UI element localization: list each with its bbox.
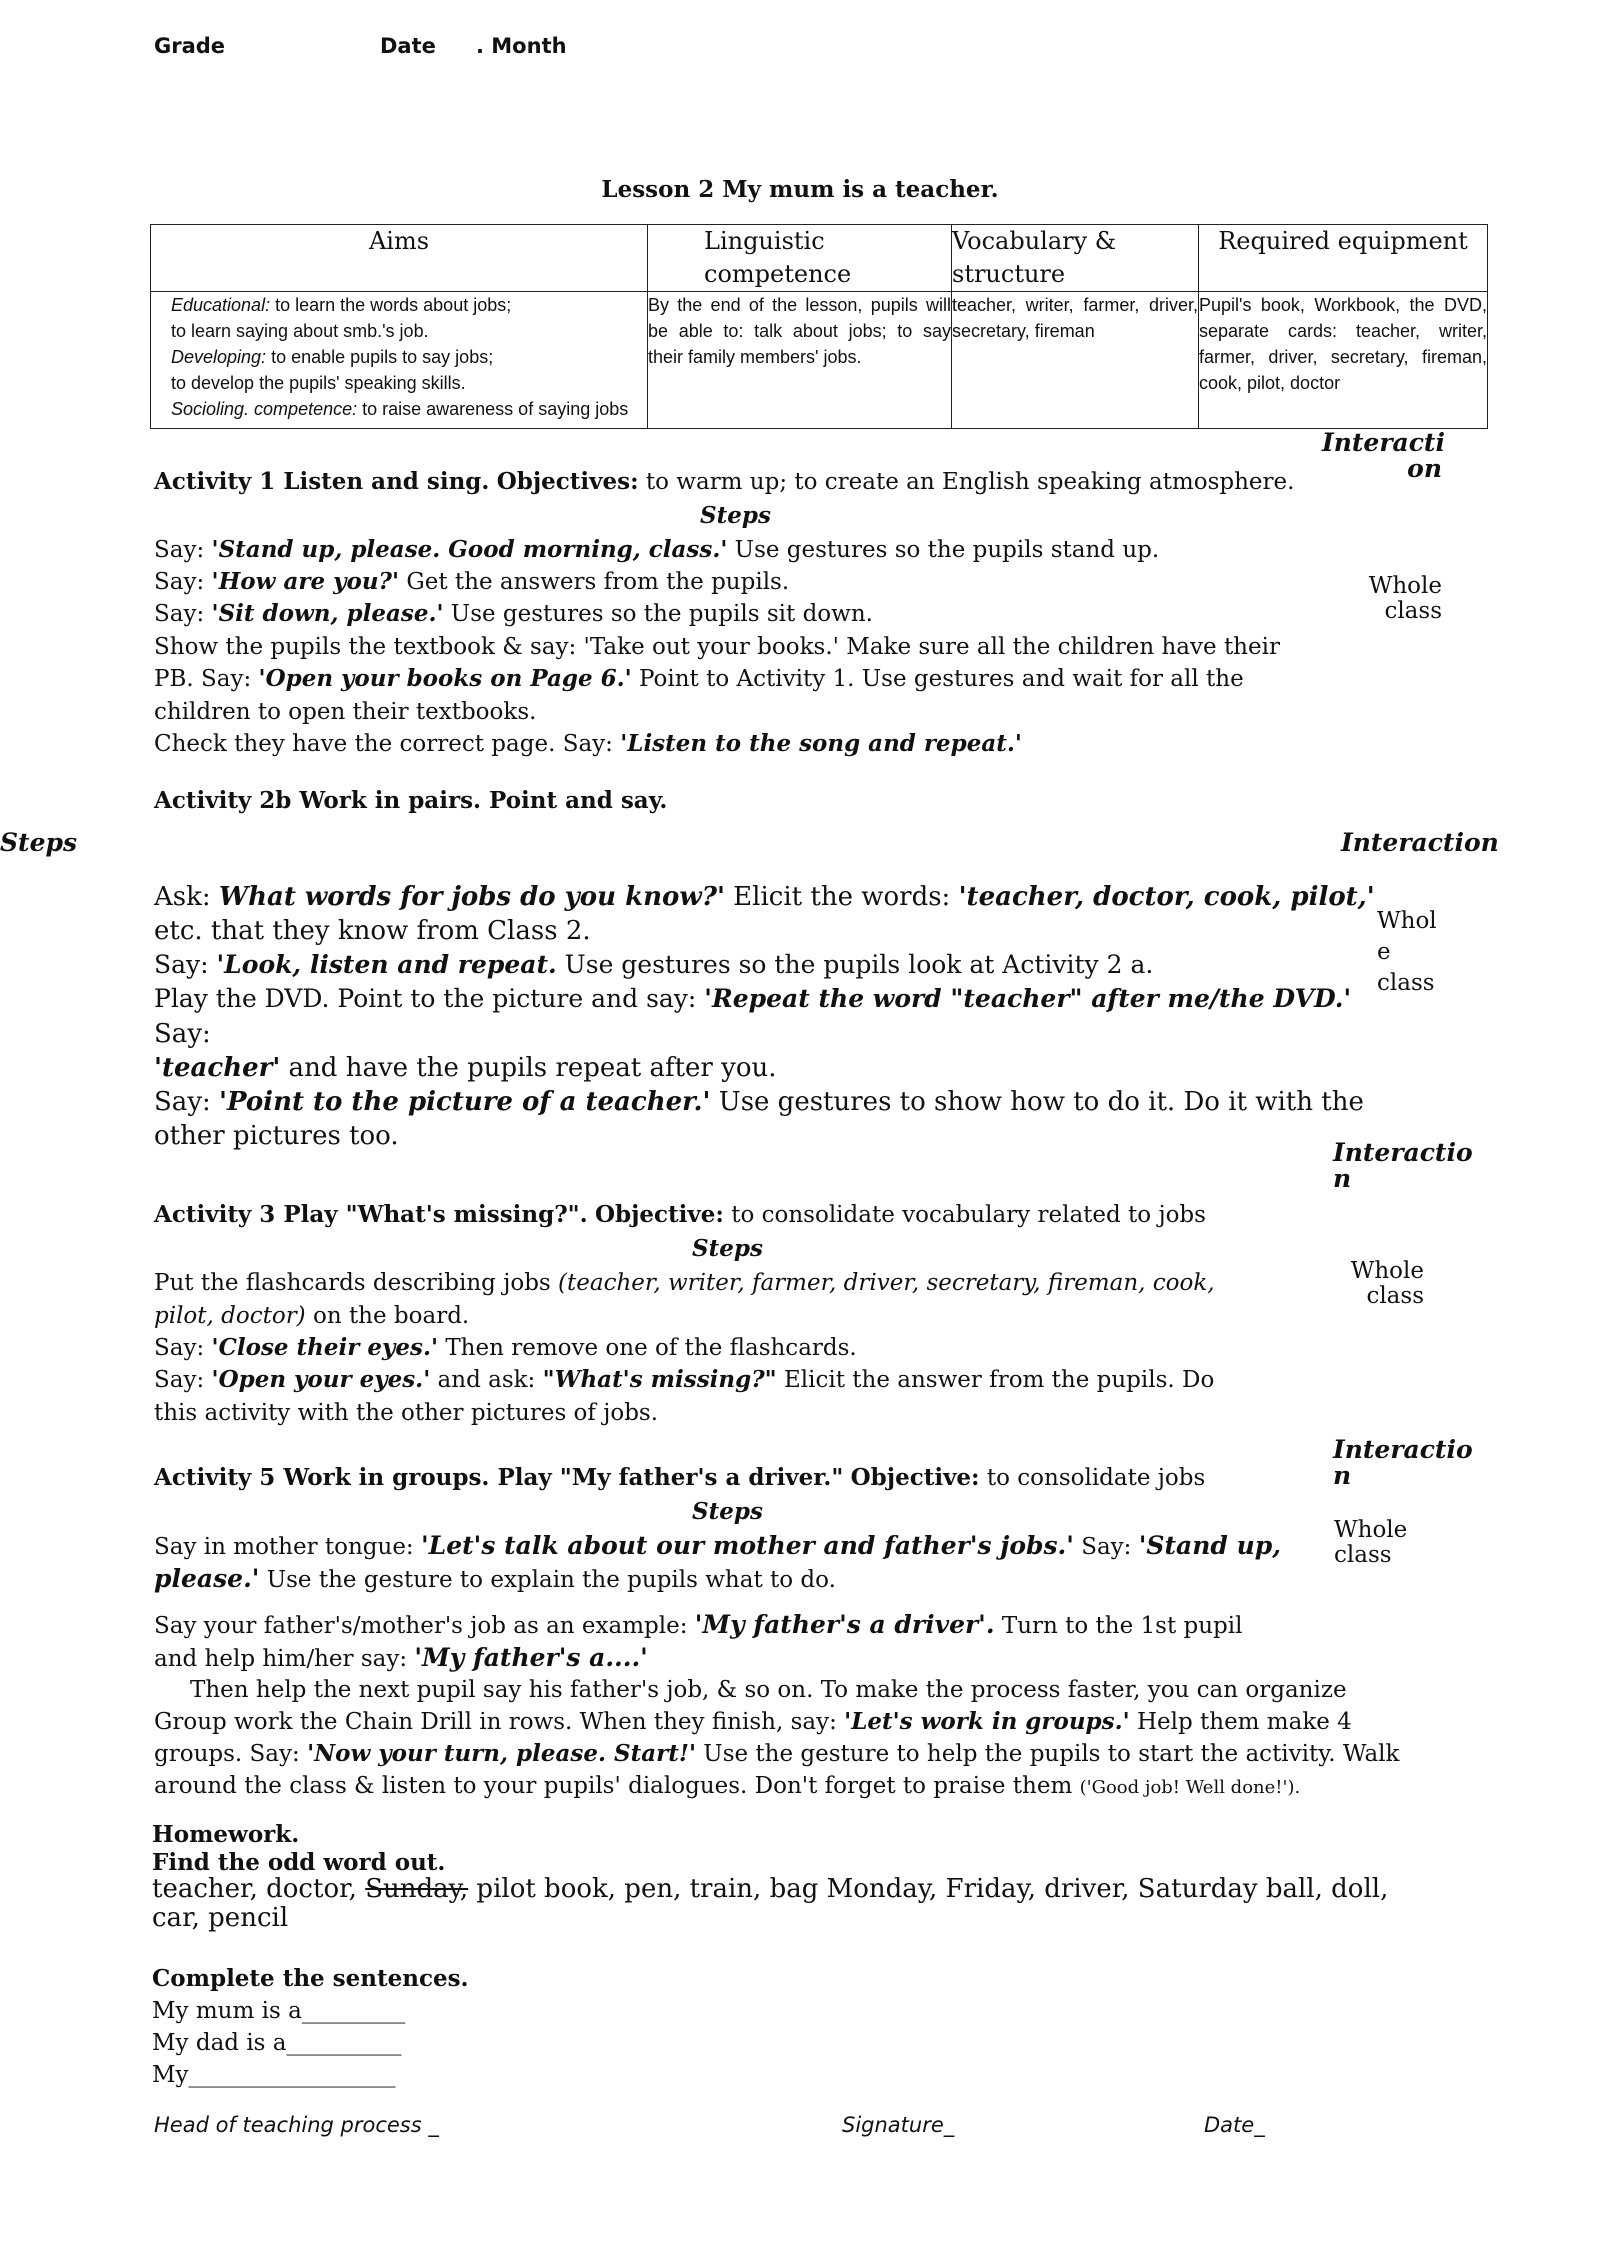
text-run: Get the answers from the pupils. [399,569,790,595]
quote-run: "What's missing?" [542,1366,777,1393]
text-run: Help them make 4 [1129,1709,1352,1735]
aims-header: Aims [151,225,648,292]
activity1-title [154,466,1294,498]
activity3-line [154,1364,1214,1396]
homework-task1: Find the odd word out. [152,1849,446,1876]
activity1-interaction-heading [1322,428,1445,483]
activity2-line [154,1017,211,1051]
aim-text: to learn the words about jobs; [270,295,512,315]
quote-run: 'Repeat the word "teacher" after me/the DVD.' [704,984,1352,1013]
activity5-line [154,1738,1399,1770]
activity5-interaction-heading [1333,1437,1473,1489]
text-run: Put the flashcards describing jobs [154,1270,559,1296]
interaction-word: class [1377,970,1435,996]
activity3-line [154,1332,857,1364]
quote-run: 'How are you?' [211,568,400,595]
interaction-word: class [1384,598,1442,624]
text-run: Say: [154,1087,220,1117]
text-run: Elicit the words: [724,882,959,912]
quote-run: 'Listen to the song and repeat.' [620,730,1022,757]
quote-run: 'teacher' [154,1053,281,1083]
text-run: PB. Say: [154,666,259,692]
activity1-line [154,696,536,728]
activity2-line [154,983,1351,1015]
interaction-word: e [1377,939,1391,965]
quote-run: 'Point to the picture of a teacher.' [219,1087,711,1117]
quote-run: 'My father's a driver'. [694,1610,995,1639]
interaction-heading-part: Interacti [1322,428,1445,457]
homework-task2: Complete the sentences. [152,1965,469,1992]
text-run: Then help the next pupil say his father's job, & so on. To make the process faster, you can organize [190,1677,1347,1703]
activity1-line [154,728,1022,760]
interaction-heading-part: on [1407,454,1442,483]
activity3-interaction-heading [1333,1140,1473,1192]
quote-run: please.' [154,1564,260,1593]
vocabulary-cell: teacher, writer, farmer, driver, secretary, fireman [952,292,1199,429]
text-run: Say: [154,601,212,627]
text-run: Use gestures so the pupils stand up. [727,537,1160,563]
activity2-line [154,1085,1364,1119]
grade-label: Grade [154,34,226,58]
aim-label: Educational: [171,295,271,315]
text-run: and have the pupils repeat after you. [280,1053,777,1083]
objective-text: to consolidate jobs [979,1465,1206,1491]
text-run: around the class & listen to your pupils' dialogues. Don't forget to praise them [154,1773,1080,1799]
interaction-word: Whole [1334,1517,1408,1543]
activity3-line [154,1397,658,1429]
activity-title-text: Activity 5 Work in groups. Play "My father's a driver." [154,1464,844,1491]
text-run: Say: [154,537,212,563]
objective-text: to consolidate vocabulary related to jobs [723,1202,1206,1228]
activity2-line [154,1119,399,1153]
quote-run: 'Stand up, please. Good morning, class.' [211,536,728,563]
quote-run: 'Stand up, [1138,1531,1281,1560]
activity5-line [154,1563,836,1596]
interaction-heading-part: n [1333,1461,1352,1490]
activity3-line [154,1300,469,1332]
text-run: and ask: [430,1367,543,1393]
text-run: Elicit the answer from the pupils. Do [776,1367,1215,1393]
activity-title-text: Activity 3 Play "What's missing?". [154,1201,588,1228]
text-run: and help him/her say: [154,1646,415,1672]
text-run: Point to Activity 1. Use gestures and wait for all the [631,666,1244,692]
odd-word-list-continued: car, pencil [152,1903,289,1933]
interaction-word: Whole [1368,573,1442,599]
aim-line [171,344,647,370]
interaction-heading-part: n [1333,1164,1352,1193]
homework-title: Homework. [152,1821,300,1848]
equipment-cell: Pupil's book, Workbook, the DVD, separate cards: teacher, writer, farmer, driver, secretary, fireman, cook, pilot, doctor [1199,292,1488,429]
italic-run: (teacher, writer, farmer, driver, secretary, fireman, cook, [558,1270,1215,1296]
activity5-line [154,1530,1281,1563]
head-of-teaching-label: Head of teaching process _ [154,2113,439,2137]
activity2-steps-label: Steps [0,828,78,857]
activity1-line [154,598,873,630]
activity3-line [154,1267,1215,1299]
activity1-line [154,534,1159,566]
activity5-steps-label: Steps [692,1498,763,1525]
activity3-interaction [1349,1259,1424,1309]
date-label: Date [380,34,436,58]
quote-run: 'Let's talk about our mother and father's jobs.' [421,1531,1074,1560]
table-content-row [151,292,1488,429]
objective-text: to warm up; to create an English speaking atmosphere. [638,469,1295,495]
aim-line [171,396,647,422]
interaction-heading-part: Interactio [1333,1435,1473,1464]
text-run: pilot book, pen, train, bag Monday, Friday, driver, Saturday ball, doll, [468,1874,1389,1904]
text-run: teacher, doctor, [152,1874,366,1904]
text-run: Ask: [154,882,219,912]
table-header-row [151,225,1488,292]
activity5-interaction [1334,1518,1407,1568]
interaction-word: Whole [1350,1258,1424,1284]
quote-run: 'Sit down, please.' [211,600,444,627]
aim-line [171,318,647,344]
aim-label: Socioling. competence: [171,399,358,419]
activity2-line [154,914,591,948]
text-run: Play the DVD. Point to the picture and say: [154,984,705,1013]
interaction-word: class [1334,1542,1392,1568]
text-run: Say: [154,569,212,595]
quote-run: What words for jobs do you know?' [218,882,725,912]
quote-run: 'Look, listen and repeat. [216,950,557,979]
text-run: Check they have the correct page. Say: [154,731,621,757]
text-run: Then remove one of the flashcards. [438,1335,857,1361]
aim-line [171,292,647,318]
activity3-steps-label: Steps [692,1235,763,1262]
text-run: Say your father's/mother's job as an example: [154,1613,695,1639]
interaction-word: class [1366,1283,1424,1309]
text-run: other pictures too. [154,1121,399,1151]
interaction-heading-part: Interactio [1333,1138,1473,1167]
text-run: Use the gesture to explain the pupils what to do. [259,1567,836,1593]
text-run: Use gestures to show how to do it. Do it with the [710,1087,1364,1117]
lesson-title: Lesson 2 My mum is a teacher. [601,176,999,203]
quote-run: 'teacher, doctor, cook, pilot,' [958,882,1375,912]
vocabulary-header-text: Vocabulary & structure [952,227,1117,288]
activity1-line [154,631,1280,663]
linguistic-cell: By the end of the lesson, pupils will be able to: talk about jobs; to say their family members' jobs. [648,292,952,429]
text-run: Say in mother tongue: [154,1534,421,1560]
activity2-interaction-heading: Interaction [1341,828,1499,857]
text-run: Say: [154,1367,212,1393]
activity5-title [154,1462,1205,1494]
text-run: Use gestures so the pupils sit down. [443,601,873,627]
activity3-title [154,1199,1206,1231]
text-run: Group work the Chain Drill in rows. When they finish, say: [154,1709,845,1735]
activity5-line [154,1770,1300,1804]
activity2-interaction [1377,909,1437,996]
activity1-interaction [1366,574,1442,624]
aim-text: to develop the pupils' speaking skills. [171,373,466,393]
objective-label: Objective: [594,1201,724,1228]
aim-text: to learn saying about smb.'s job. [171,321,429,341]
activity2-line [154,949,1153,981]
linguistic-header: Linguistic competence [648,225,952,292]
text-run: etc. that they know from Class 2. [154,916,591,946]
activity1-steps-label: Steps [700,502,771,529]
text-run: this activity with the other pictures of jobs. [154,1400,659,1426]
aim-line [171,370,647,396]
objective-label: Objective: [850,1464,980,1491]
objective-label: Objectives: [496,468,639,495]
interaction-word: Whol [1377,908,1437,934]
quote-run: 'My father's a....' [414,1643,648,1672]
activity5-line [190,1674,1347,1706]
activity5-line [154,1642,648,1675]
quote-run: 'Open your books on Page 6.' [258,665,632,692]
sentence-blank: My__________________ [152,2062,396,2088]
activity2-line [154,1051,776,1085]
text-run: Use gestures so the pupils look at Activity 2 a. [556,950,1154,979]
quote-run: 'Let's work in groups.' [844,1708,1130,1735]
text-run: Use the gesture to help the pupils to start the activity. Walk [696,1741,1400,1767]
equipment-header: Required equipment [1199,225,1488,292]
aims-cell [151,292,648,429]
text-run: Say: [1073,1534,1139,1560]
sentence-blank: My mum is a_________ [152,1998,406,2024]
struck-word: Sunday, [365,1874,469,1904]
month-label: . Month [476,34,567,58]
odd-word-list [152,1874,1388,1904]
text-run: Say: [154,950,217,979]
aims-table [150,224,1488,429]
activity5-line [154,1609,1242,1642]
activity5-line [154,1706,1352,1738]
italic-run: pilot, doctor) [154,1303,306,1329]
footer-date-label: Date_ [1204,2113,1265,2137]
quote-run: 'Close their eyes.' [211,1334,439,1361]
text-run: Say: [154,1335,212,1361]
activity-title-text: Activity 1 Listen and sing. [154,468,490,495]
text-run: Show the pupils the textbook & say: 'Take out your books.' Make sure all the children have their [154,634,1280,660]
activity1-line [154,566,789,598]
activity2-title: Activity 2b Work in pairs. Point and say. [154,787,668,814]
text-run: groups. Say: [154,1741,308,1767]
aim-label: Developing: [171,347,267,367]
aim-text: to raise awareness of saying jobs [357,399,629,419]
signature-label: Signature_ [842,2113,955,2137]
text-run: Say: [154,1019,211,1049]
text-run: Turn to the 1st pupil [994,1613,1243,1639]
text-run: children to open their textbooks. [154,699,537,725]
quote-run: 'Open your eyes.' [211,1366,431,1393]
aim-text: to enable pupils to say jobs; [266,347,494,367]
quote-run: 'Now your turn, please. Start!' [307,1740,696,1767]
sentence-blank: My dad is a__________ [152,2030,402,2056]
praise-run: ('Good job! Well done!'). [1079,1777,1301,1798]
activity1-line [154,663,1244,695]
vocabulary-header [952,225,1199,292]
activity2-line [154,880,1375,914]
text-run: on the board. [305,1303,470,1329]
